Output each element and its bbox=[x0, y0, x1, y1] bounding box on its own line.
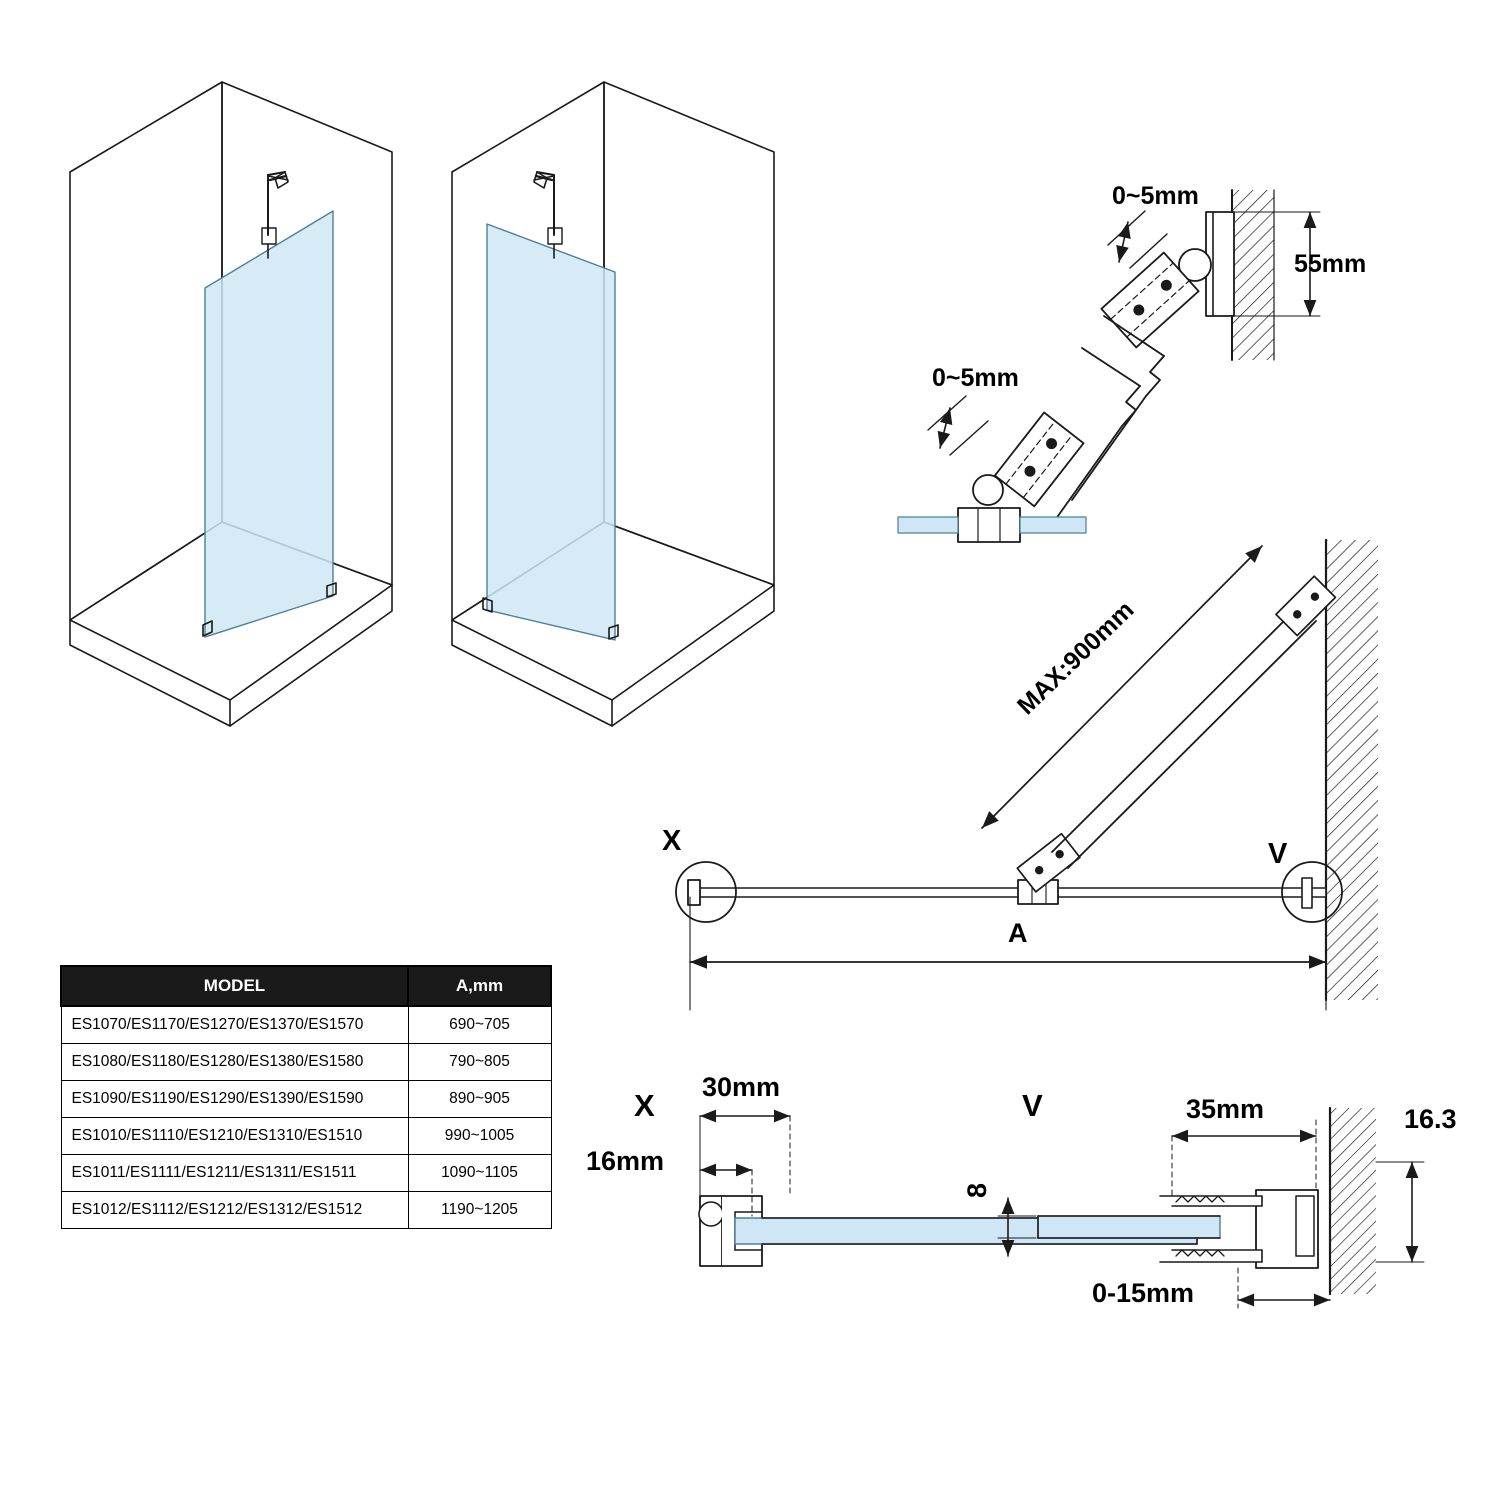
label-wall-plate-height: 55mm bbox=[1294, 250, 1367, 278]
table-row bbox=[61, 1044, 551, 1081]
table-cell-model: ES1010/ES1110/ES1210/ES1310/ES1510 bbox=[61, 1118, 408, 1155]
x-section-detail bbox=[699, 1116, 1197, 1266]
table-cell-model: ES1090/ES1190/ES1290/ES1390/ES1590 bbox=[61, 1081, 408, 1118]
label-max-bar-length: MAX:900mm bbox=[1012, 595, 1140, 721]
left-panel-isometric bbox=[70, 82, 392, 726]
table-cell-a: 690~705 bbox=[408, 1006, 551, 1044]
label-v-profile-width: 35mm bbox=[1186, 1094, 1265, 1124]
table-header-model: MODEL bbox=[61, 966, 408, 1006]
label-callout-x-plan: X bbox=[662, 825, 682, 857]
v-section-detail bbox=[998, 1108, 1424, 1308]
label-callout-v-plan: V bbox=[1268, 838, 1288, 870]
model-dimension-table bbox=[60, 965, 552, 1229]
label-plan-width-a: A bbox=[1008, 918, 1028, 948]
table-row bbox=[61, 1006, 551, 1044]
table-row bbox=[61, 1118, 551, 1155]
label-x-glass-inset: 16mm bbox=[586, 1146, 665, 1176]
label-callout-x-detail: X bbox=[634, 1088, 655, 1123]
table-row bbox=[61, 1192, 551, 1229]
table-cell-model: ES1070/ES1170/ES1270/ES1370/ES1570 bbox=[61, 1006, 408, 1044]
label-callout-v-detail: V bbox=[1022, 1088, 1043, 1123]
label-bracket-gap-top: 0~5mm bbox=[1112, 182, 1199, 210]
table-cell-a: 990~1005 bbox=[408, 1118, 551, 1155]
table-header-a: A,mm bbox=[408, 966, 551, 1006]
table-row bbox=[61, 1155, 551, 1192]
table-row bbox=[61, 1081, 551, 1118]
label-v-adjust-range: 0-15mm bbox=[1092, 1278, 1195, 1308]
table-cell-a: 890~905 bbox=[408, 1081, 551, 1118]
table-cell-a: 1090~1105 bbox=[408, 1155, 551, 1192]
table-cell-a: 790~805 bbox=[408, 1044, 551, 1081]
table-cell-model: ES1011/ES1111/ES1211/ES1311/ES1511 bbox=[61, 1155, 408, 1192]
label-v-profile-height: 16.3 bbox=[1404, 1104, 1457, 1134]
table-header-row bbox=[61, 966, 551, 1006]
right-panel-isometric bbox=[452, 82, 774, 726]
table-cell-model: ES1080/ES1180/ES1280/ES1380/ES1580 bbox=[61, 1044, 408, 1081]
label-x-profile-width: 30mm bbox=[702, 1072, 781, 1102]
label-bracket-gap-lower: 0~5mm bbox=[932, 364, 1019, 392]
label-v-glass-thickness: 8 bbox=[962, 1182, 992, 1198]
table-cell-a: 1190~1205 bbox=[408, 1192, 551, 1229]
table-cell-model: ES1012/ES1112/ES1212/ES1312/ES1512 bbox=[61, 1192, 408, 1229]
